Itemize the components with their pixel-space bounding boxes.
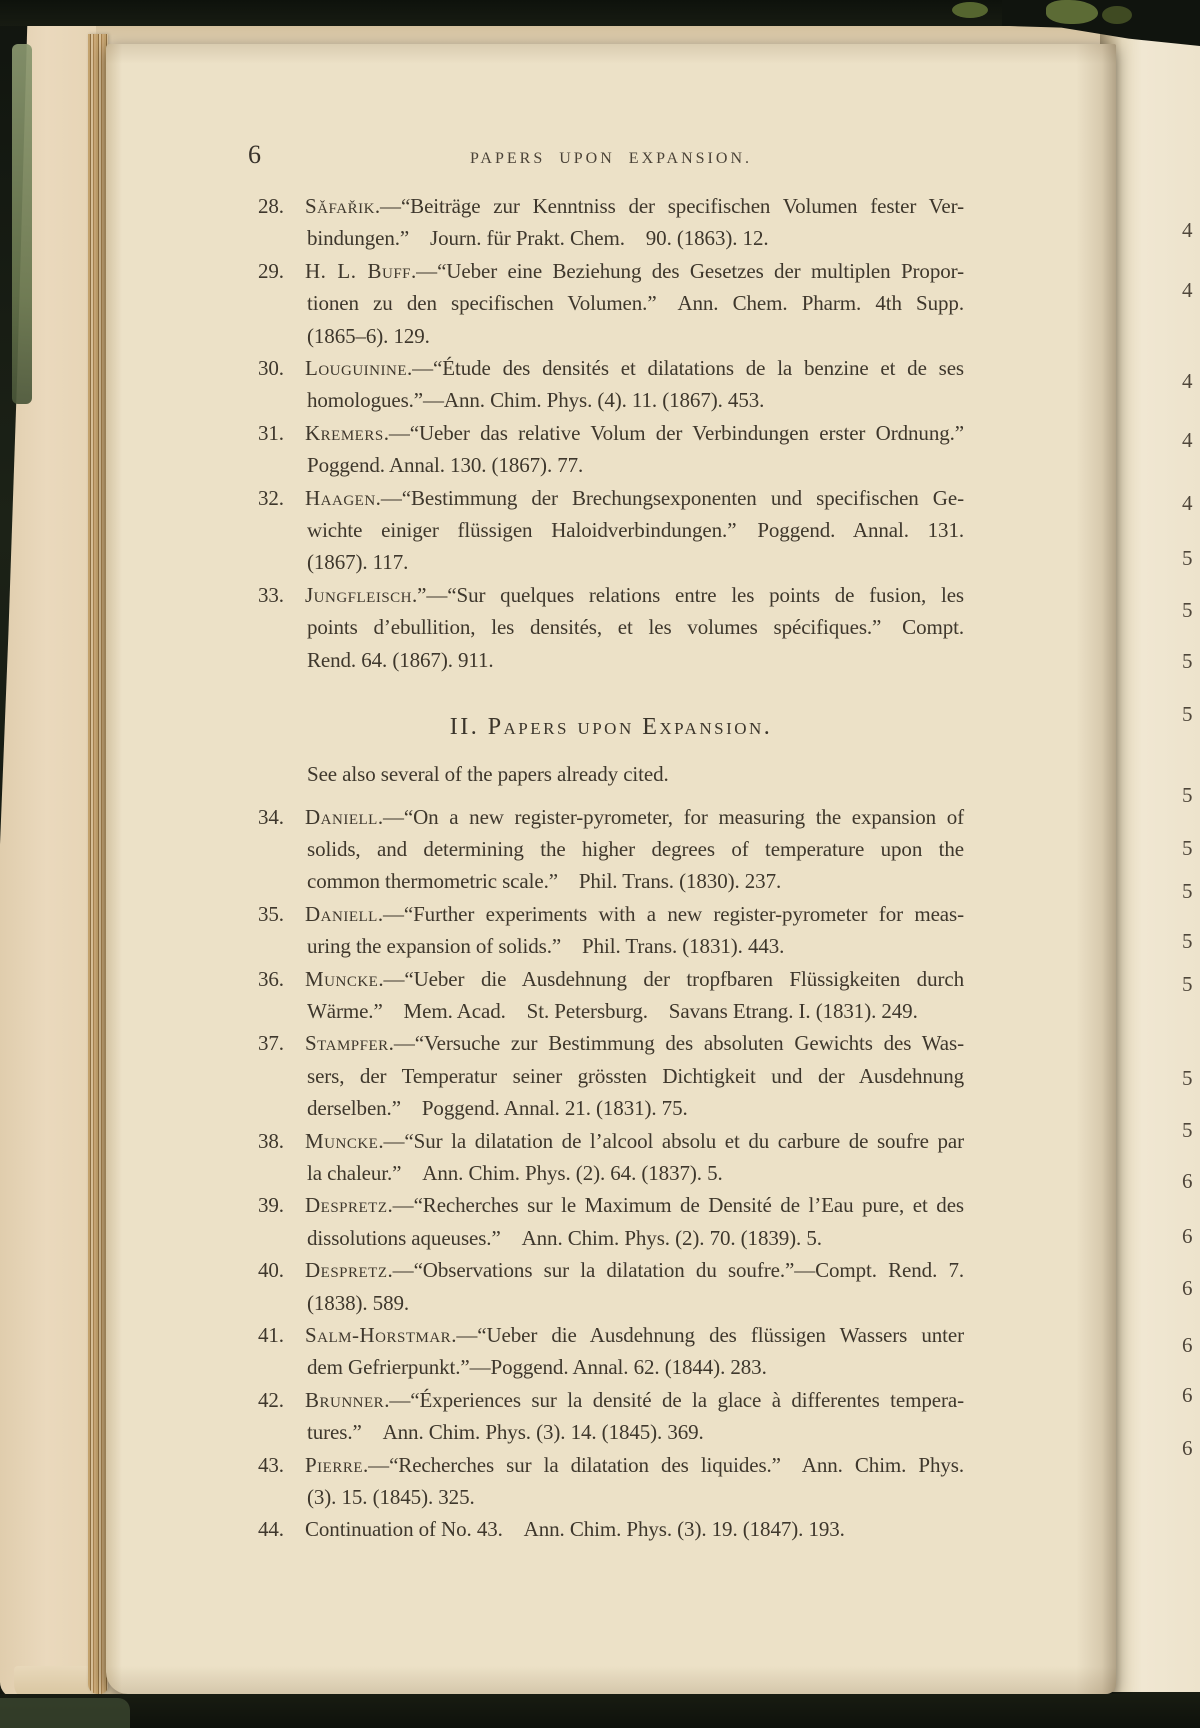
entry-first-line xyxy=(258,1254,964,1286)
entry-line: Rend. 64. (1867). 911. xyxy=(307,647,494,672)
entry-line: derselben.” Poggend. Annal. 21. (1831). 75. xyxy=(307,1096,688,1121)
entry-text: .—“Étude des densités et dilatations de la benzine et de ses xyxy=(406,356,964,381)
moss-speck-icon xyxy=(1102,6,1132,24)
entry-text: .—“Ueber das relative Volum der Verbindungen erster Ordnung.” xyxy=(383,420,964,445)
running-header: PAPERS UPON EXPANSION. xyxy=(470,150,752,167)
entry-line: (3). 15. (1845). 325. xyxy=(307,1485,475,1510)
entry-first-line xyxy=(258,801,964,833)
entry-number: 39. xyxy=(258,1193,284,1218)
entry-text: .—“Beiträge zur Kenntniss der specifischen Volumen fester Ver- xyxy=(374,194,964,218)
entry-first-line xyxy=(258,963,964,995)
entry-author: Kremers xyxy=(305,420,384,445)
entry-text: .—“Further experiments with a new register-pyrometer for meas- xyxy=(377,901,964,926)
margin-number-digit: 6 xyxy=(1182,1333,1193,1357)
entry-number: 44. xyxy=(258,1517,284,1542)
entry-author: Daniell xyxy=(305,804,378,829)
cover-green-corner xyxy=(0,1698,130,1728)
margin-number-digit: 4 xyxy=(1182,218,1193,242)
entry-line: common thermometric scale.” Phil. Trans. (1830). 237. xyxy=(307,869,782,894)
entry-line: homologues.”—Ann. Chim. Phys. (4). 11. (1867). 453. xyxy=(307,388,765,413)
margin-number-digit: 5 xyxy=(1182,649,1193,673)
entry-number: 40. xyxy=(258,1258,284,1283)
entry-first-line xyxy=(258,482,964,514)
entry-number: 32. xyxy=(258,485,284,510)
bib-entry xyxy=(258,255,964,352)
entry-author: Brunner xyxy=(305,1387,385,1412)
entry-number: 31. xyxy=(258,420,284,445)
entry-text: .”—“Sur quelques relations entre les points de fusion, les xyxy=(412,582,964,607)
entry-text: .—“Ueber die Ausdehnung des flüssigen Wassers unter xyxy=(451,1323,964,1347)
entry-number: 43. xyxy=(258,1452,284,1477)
entry-number: 35. xyxy=(258,901,284,926)
bib-entry xyxy=(258,190,964,255)
entry-author: Jungfleisch xyxy=(305,582,413,607)
entry-number: 33. xyxy=(258,582,284,607)
entry-text: .—“Bestimmung der Brechungsexponenten und specifischen Ge- xyxy=(375,485,964,510)
entry-number: 30. xyxy=(258,356,284,381)
entry-text: .—“Ueber die Ausdehnung der tropfbaren Flüssigkeiten durch xyxy=(378,966,964,991)
margin-number-digit: 6 xyxy=(1182,1383,1193,1407)
entry-line: uring the expansion of solids.” Phil. Trans. (1831). 443. xyxy=(307,934,785,959)
margin-number-digit: 5 xyxy=(1182,783,1193,807)
entry-author: Haagen xyxy=(305,485,376,510)
margin-number-digit: 4 xyxy=(1182,369,1193,393)
entry-text: .—“Versuche zur Bestimmung des absoluten Gewichts des Was- xyxy=(388,1031,964,1056)
entry-first-line xyxy=(258,1319,964,1351)
bib-entry xyxy=(258,482,964,579)
margin-number-digit: 5 xyxy=(1182,1118,1193,1142)
bib-entry xyxy=(258,1027,964,1124)
moss-speck-icon xyxy=(1046,0,1098,24)
bib-entry xyxy=(258,1384,964,1449)
margin-number-digit: 4 xyxy=(1182,428,1193,452)
bib-entry xyxy=(258,1513,964,1545)
section-heading: II. Papers upon Expansion. xyxy=(449,714,773,741)
entry-number: 34. xyxy=(258,804,284,829)
entry-line: (1867). 117. xyxy=(307,550,409,575)
entry-first-line xyxy=(258,898,964,930)
entry-author: Despretz xyxy=(305,1258,388,1283)
book-cover-bottom xyxy=(0,1694,1200,1728)
entry-text: .—“On a new register-pyrometer, for measuring the expansion of xyxy=(377,804,964,829)
entry-number: 42. xyxy=(258,1387,284,1412)
entry-line: tures.” Ann. Chim. Phys. (3). 14. (1845). 369. xyxy=(307,1420,704,1445)
entry-first-line xyxy=(258,1513,964,1545)
entry-first-line xyxy=(258,255,964,287)
margin-numbers xyxy=(1182,0,1200,1728)
entry-first-line xyxy=(258,1189,964,1221)
entry-text: .—“Recherches sur le Maximum de Densité de l’Eau pure, et des xyxy=(387,1193,964,1218)
margin-number-digit: 6 xyxy=(1182,1276,1193,1300)
cover-green-edge xyxy=(12,44,32,404)
entry-first-line xyxy=(258,1125,964,1157)
margin-number-digit: 6 xyxy=(1182,1169,1193,1193)
entry-author: Stampfer xyxy=(305,1031,389,1056)
entry-line: tionen zu den specifischen Volumen.” Ann. Chem. Pharm. 4th Supp. xyxy=(307,291,964,316)
entry-first-line xyxy=(258,1384,964,1416)
entry-line: points d’ebullition, les densités, et les volumes spécifiques.” Compt. xyxy=(307,615,964,640)
bib-entry xyxy=(258,963,964,1028)
entry-author: Despretz xyxy=(305,1193,388,1218)
entry-line: wichte einiger flüssigen Haloidverbindungen.” Poggend. Annal. 131. xyxy=(307,518,964,543)
margin-number-digit: 6 xyxy=(1182,1436,1193,1460)
entry-text: .—“Sur la dilatation de l’alcool absolu et du carbure de soufre par xyxy=(378,1128,964,1153)
entry-text: .—“Éxperiences sur la densité de la glace à differentes tempera- xyxy=(384,1387,964,1412)
entry-first-line xyxy=(258,352,964,384)
entry-line: la chaleur.” Ann. Chim. Phys. (2). 64. (1837). 5. xyxy=(307,1160,723,1185)
margin-number-digit: 6 xyxy=(1182,1224,1193,1248)
entry-first-line xyxy=(258,417,964,449)
section-note: See also several of the papers already cited. xyxy=(307,762,669,787)
entry-author: Muncke xyxy=(305,966,379,991)
entry-author: Louguinine xyxy=(305,356,407,381)
margin-number-digit: 5 xyxy=(1182,598,1193,622)
margin-number-digit: 5 xyxy=(1182,929,1193,953)
entry-number: 29. xyxy=(258,258,284,283)
entry-author: Sǎfařik xyxy=(305,194,375,218)
entry-first-line xyxy=(258,579,964,611)
margin-number-digit: 5 xyxy=(1182,836,1193,860)
margin-number-digit: 5 xyxy=(1182,546,1193,570)
bib-entry xyxy=(258,1189,964,1254)
entry-text: Continuation of No. 43. Ann. Chim. Phys. (3). 19. (1847). 193. xyxy=(305,1517,845,1542)
book-page xyxy=(106,44,1116,1694)
entry-number: 36. xyxy=(258,966,284,991)
entry-line: Wärme.” Mem. Acad. St. Petersburg. Savans Etrang. I. (1831). 249. xyxy=(307,998,918,1023)
margin-number-digit: 5 xyxy=(1182,1066,1193,1090)
entry-number: 28. xyxy=(258,194,284,218)
margin-number-digit: 4 xyxy=(1182,278,1193,302)
margin-number-digit: 5 xyxy=(1182,879,1193,903)
bib-entry xyxy=(258,898,964,963)
entry-first-line xyxy=(258,1027,964,1059)
entry-line: dissolutions aqueuses.” Ann. Chim. Phys. (2). 70. (1839). 5. xyxy=(307,1225,822,1250)
bib-entry xyxy=(258,352,964,417)
entry-author: Daniell xyxy=(305,901,378,926)
entry-author: Salm-Horstmar xyxy=(305,1323,452,1347)
entry-first-line xyxy=(258,190,964,222)
moss-speck-icon xyxy=(952,2,988,18)
entry-line: Poggend. Annal. 130. (1867). 77. xyxy=(307,453,584,478)
list-after-heading xyxy=(258,801,964,1546)
entry-line: sers, der Temperatur seiner grössten Dichtigkeit und der Ausdehnung xyxy=(307,1063,964,1088)
entry-text: .—“Ueber eine Beziehung des Gesetzes der multiplen Propor- xyxy=(411,258,964,283)
entry-line: solids, and determining the higher degrees of temperature upon the xyxy=(307,836,964,861)
margin-number-digit: 4 xyxy=(1182,491,1193,515)
entry-text: .—“Recherches sur la dilatation des liquides.” Ann. Chim. Phys. xyxy=(363,1452,964,1477)
bib-entry xyxy=(258,1449,964,1514)
entry-number: 38. xyxy=(258,1128,284,1153)
bib-entry xyxy=(258,801,964,898)
margin-number-digit: 5 xyxy=(1182,972,1193,996)
list-before-heading xyxy=(258,190,964,676)
entry-text: .—“Observations sur la dilatation du soufre.”—Compt. Rend. 7. xyxy=(387,1258,964,1283)
margin-number-digit: 5 xyxy=(1182,702,1193,726)
entry-author: Pierre xyxy=(305,1452,364,1477)
entry-line: bindungen.” Journ. für Prakt. Chem. 90. (1863). 12. xyxy=(307,226,769,251)
bib-entry xyxy=(258,1254,964,1319)
entry-line: (1865–6). 129. xyxy=(307,323,430,348)
entry-line: dem Gefrierpunkt.”—Poggend. Annal. 62. (1844). 283. xyxy=(307,1355,767,1380)
bib-entry xyxy=(258,417,964,482)
entry-author: H. L. Buff xyxy=(305,258,412,283)
page-stack-deckle-edge xyxy=(88,34,108,1694)
bib-entry xyxy=(258,1125,964,1190)
entry-number: 37. xyxy=(258,1031,284,1056)
entry-line: (1838). 589. xyxy=(307,1290,410,1315)
bib-entry xyxy=(258,1319,964,1384)
entry-number: 41. xyxy=(258,1323,284,1347)
page-number: 6 xyxy=(248,140,261,169)
entry-author: Muncke xyxy=(305,1128,379,1153)
bibliography-text xyxy=(258,190,964,1546)
entry-first-line xyxy=(258,1449,964,1481)
bib-entry xyxy=(258,579,964,676)
